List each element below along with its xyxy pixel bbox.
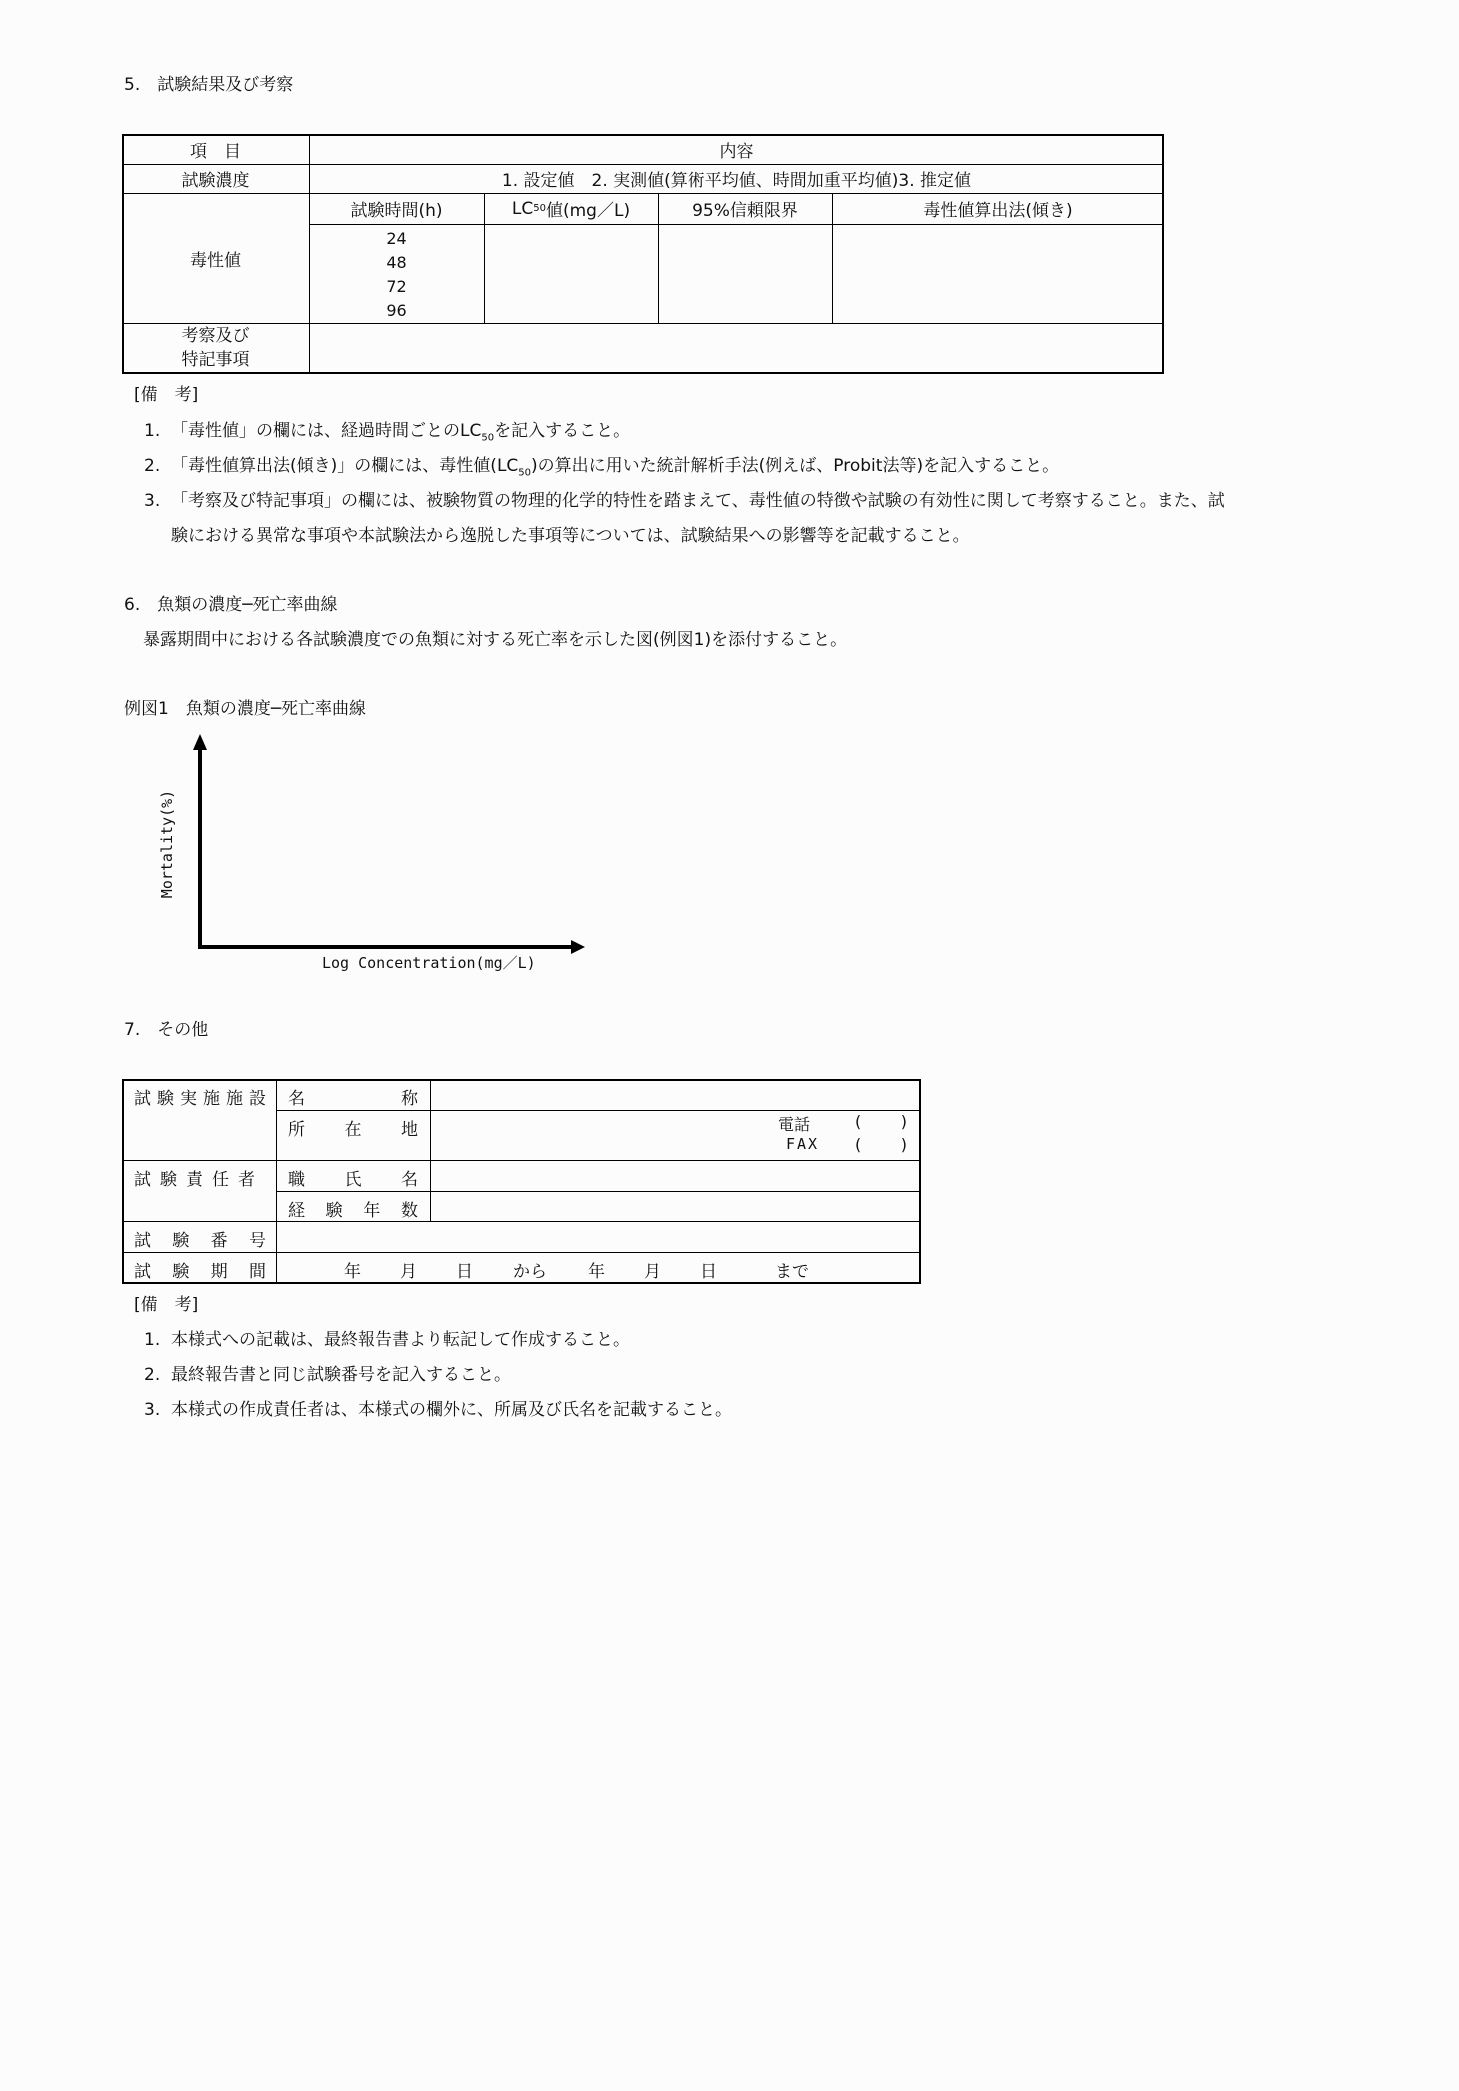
responsible-label: 試験責任者	[134, 1170, 264, 1190]
note-sub: 50	[518, 467, 532, 479]
label-char: 地	[401, 1120, 418, 1140]
test-period-field[interactable]	[276, 1252, 921, 1283]
phone-label: 電話	[778, 1115, 811, 1134]
label-char: 年	[363, 1201, 381, 1221]
label-char: 試	[134, 1231, 151, 1251]
note-number: 2.	[144, 456, 161, 476]
col-test-time: 試験時間(h)	[350, 201, 443, 221]
discussion-label-line2: 特記事項	[181, 350, 250, 370]
facility-label-text: 試験実施施設	[134, 1089, 272, 1109]
chart-axes	[130, 720, 610, 980]
lc50-values-field[interactable]	[484, 224, 658, 323]
y-axis-arrow-icon	[193, 734, 207, 750]
label-char: 験	[172, 1262, 190, 1282]
end-day-label: 日	[700, 1262, 717, 1282]
start-month-label: 月	[400, 1262, 417, 1282]
experience-label	[288, 1196, 418, 1221]
phone-field[interactable]	[855, 1112, 907, 1131]
note-text: 「毒性値」の欄には、経過時間ごとのLC	[171, 421, 482, 441]
confidence-limit-field[interactable]	[658, 224, 832, 323]
title-name-label	[288, 1165, 418, 1190]
note-5-3	[144, 486, 1225, 511]
section-5-heading: 5. 試験結果及び考察	[124, 75, 294, 95]
mortality-chart	[130, 720, 610, 980]
note-text: 「考察及び特記事項」の欄には、被験物質の物理的化学的特性を踏まえて、毒性値の特徴や試験の有効性に関して考察すること。また、試	[171, 491, 1225, 511]
header-item: 項 目	[190, 141, 241, 162]
facility-location-field[interactable]	[430, 1110, 921, 1160]
header-content: 内容	[719, 141, 754, 162]
fax-label: FAX	[786, 1135, 820, 1153]
end-month-label: 月	[644, 1262, 661, 1282]
note-5-2	[144, 451, 1059, 478]
note-sub: 50	[481, 432, 495, 444]
until-label: まで	[775, 1262, 809, 1282]
facility-name-field[interactable]	[430, 1079, 921, 1110]
note-text: 最終報告書と同じ試験番号を記入すること。	[171, 1365, 512, 1385]
note-7-3	[144, 1395, 732, 1420]
section-6-heading: 6. 魚類の濃度─死亡率曲線	[124, 595, 338, 615]
x-axis-arrow-icon	[571, 940, 585, 954]
note-text-post: )の算出に用いた統計解析手法(例えば、Probit法等)を記入すること。	[531, 456, 1060, 476]
concentration-options: 1. 設定値 2. 実測値(算術平均値、時間加重平均値)3. 推定値	[501, 171, 972, 191]
discussion-label	[122, 323, 309, 373]
col-lc50	[484, 193, 658, 224]
col-calculation-method: 毒性値算出法(傾き)	[923, 201, 1073, 221]
note-number: 3.	[144, 1400, 161, 1420]
notes-title-7: [備 考]	[134, 1295, 199, 1315]
col-confidence-limit: 95%信頼限界	[692, 201, 798, 221]
label-char: 間	[248, 1262, 266, 1282]
label-char: 験	[172, 1231, 190, 1251]
x-axis-label: Log Concentration(mg／L)	[322, 954, 536, 972]
notes-title-5: [備 考]	[134, 385, 199, 405]
label-char: 経	[288, 1201, 305, 1221]
test-number-field[interactable]	[276, 1221, 921, 1252]
note-number: 3.	[144, 491, 161, 511]
end-year-label: 年	[588, 1262, 605, 1282]
facility-label	[134, 1084, 272, 1109]
from-label: から	[513, 1262, 547, 1282]
label-char: 称	[401, 1089, 418, 1109]
lc50-prefix: LC	[511, 198, 534, 219]
label-char: 験	[325, 1201, 343, 1221]
experience-years-field[interactable]	[430, 1191, 921, 1221]
note-7-2	[144, 1360, 511, 1385]
label-char: 番	[210, 1231, 228, 1251]
location-label	[288, 1115, 418, 1140]
toxicity-label: 毒性値	[190, 250, 241, 271]
calculation-method-field[interactable]	[832, 224, 1164, 323]
responsible-name-field[interactable]	[430, 1160, 921, 1191]
concentration-label: 試験濃度	[181, 171, 250, 191]
fax-field[interactable]	[855, 1135, 907, 1154]
note-number: 2.	[144, 1365, 161, 1385]
test-hours-list	[309, 226, 484, 322]
start-year-label: 年	[344, 1262, 361, 1282]
test-period-label	[134, 1257, 266, 1282]
figure-caption: 例図1 魚類の濃度─死亡率曲線	[124, 699, 367, 719]
paren: (	[855, 1135, 862, 1154]
label-char: 所	[288, 1120, 305, 1140]
y-axis-label: Mortality(%)	[158, 789, 176, 899]
test-hour-24: 24	[386, 228, 407, 248]
note-text: 本様式への記載は、最終報告書より転記して作成すること。	[171, 1330, 631, 1350]
label-char: 氏	[344, 1170, 362, 1190]
note-5-1	[144, 416, 630, 443]
note-7-1	[144, 1325, 630, 1350]
section-6-description: 暴露期間中における各試験濃度での魚類に対する死亡率を示した図(例図1)を添付すること。	[143, 630, 848, 650]
discussion-label-line1: 考察及び	[181, 326, 250, 346]
start-day-label: 日	[456, 1262, 473, 1282]
note-text-post: を記入すること。	[494, 421, 631, 441]
paren: (	[855, 1112, 862, 1131]
label-char: 名	[401, 1170, 418, 1190]
label-char: 号	[248, 1231, 266, 1251]
note-number: 1.	[144, 421, 161, 441]
test-hour-96: 96	[386, 300, 407, 320]
lc50-suffix: 値(mg／L)	[545, 201, 631, 221]
test-hour-48: 48	[386, 252, 407, 272]
paren: )	[900, 1135, 907, 1154]
label-char: 数	[400, 1201, 418, 1221]
note-text: 本様式の作成責任者は、本様式の欄外に、所属及び氏名を記載すること。	[171, 1400, 733, 1420]
note-5-3-cont: 験における異常な事項や本試験法から逸脱した事項等については、試験結果への影響等を記載すること。	[171, 526, 970, 546]
note-text: 「毒性値算出法(傾き)」の欄には、毒性値(LC	[171, 456, 519, 476]
label-char: 期	[210, 1262, 228, 1282]
discussion-field[interactable]	[309, 323, 1164, 373]
note-number: 1.	[144, 1330, 161, 1350]
label-char: 職	[288, 1170, 305, 1190]
lc50-subscript: 50	[533, 203, 546, 214]
test-number-label	[134, 1226, 266, 1251]
paren: )	[900, 1112, 907, 1131]
name-label	[288, 1084, 418, 1109]
label-char: 名	[288, 1089, 305, 1109]
label-char: 在	[344, 1120, 362, 1140]
section-7-heading: 7. その他	[124, 1020, 209, 1040]
test-hour-72: 72	[386, 276, 407, 296]
label-char: 試	[134, 1262, 151, 1282]
